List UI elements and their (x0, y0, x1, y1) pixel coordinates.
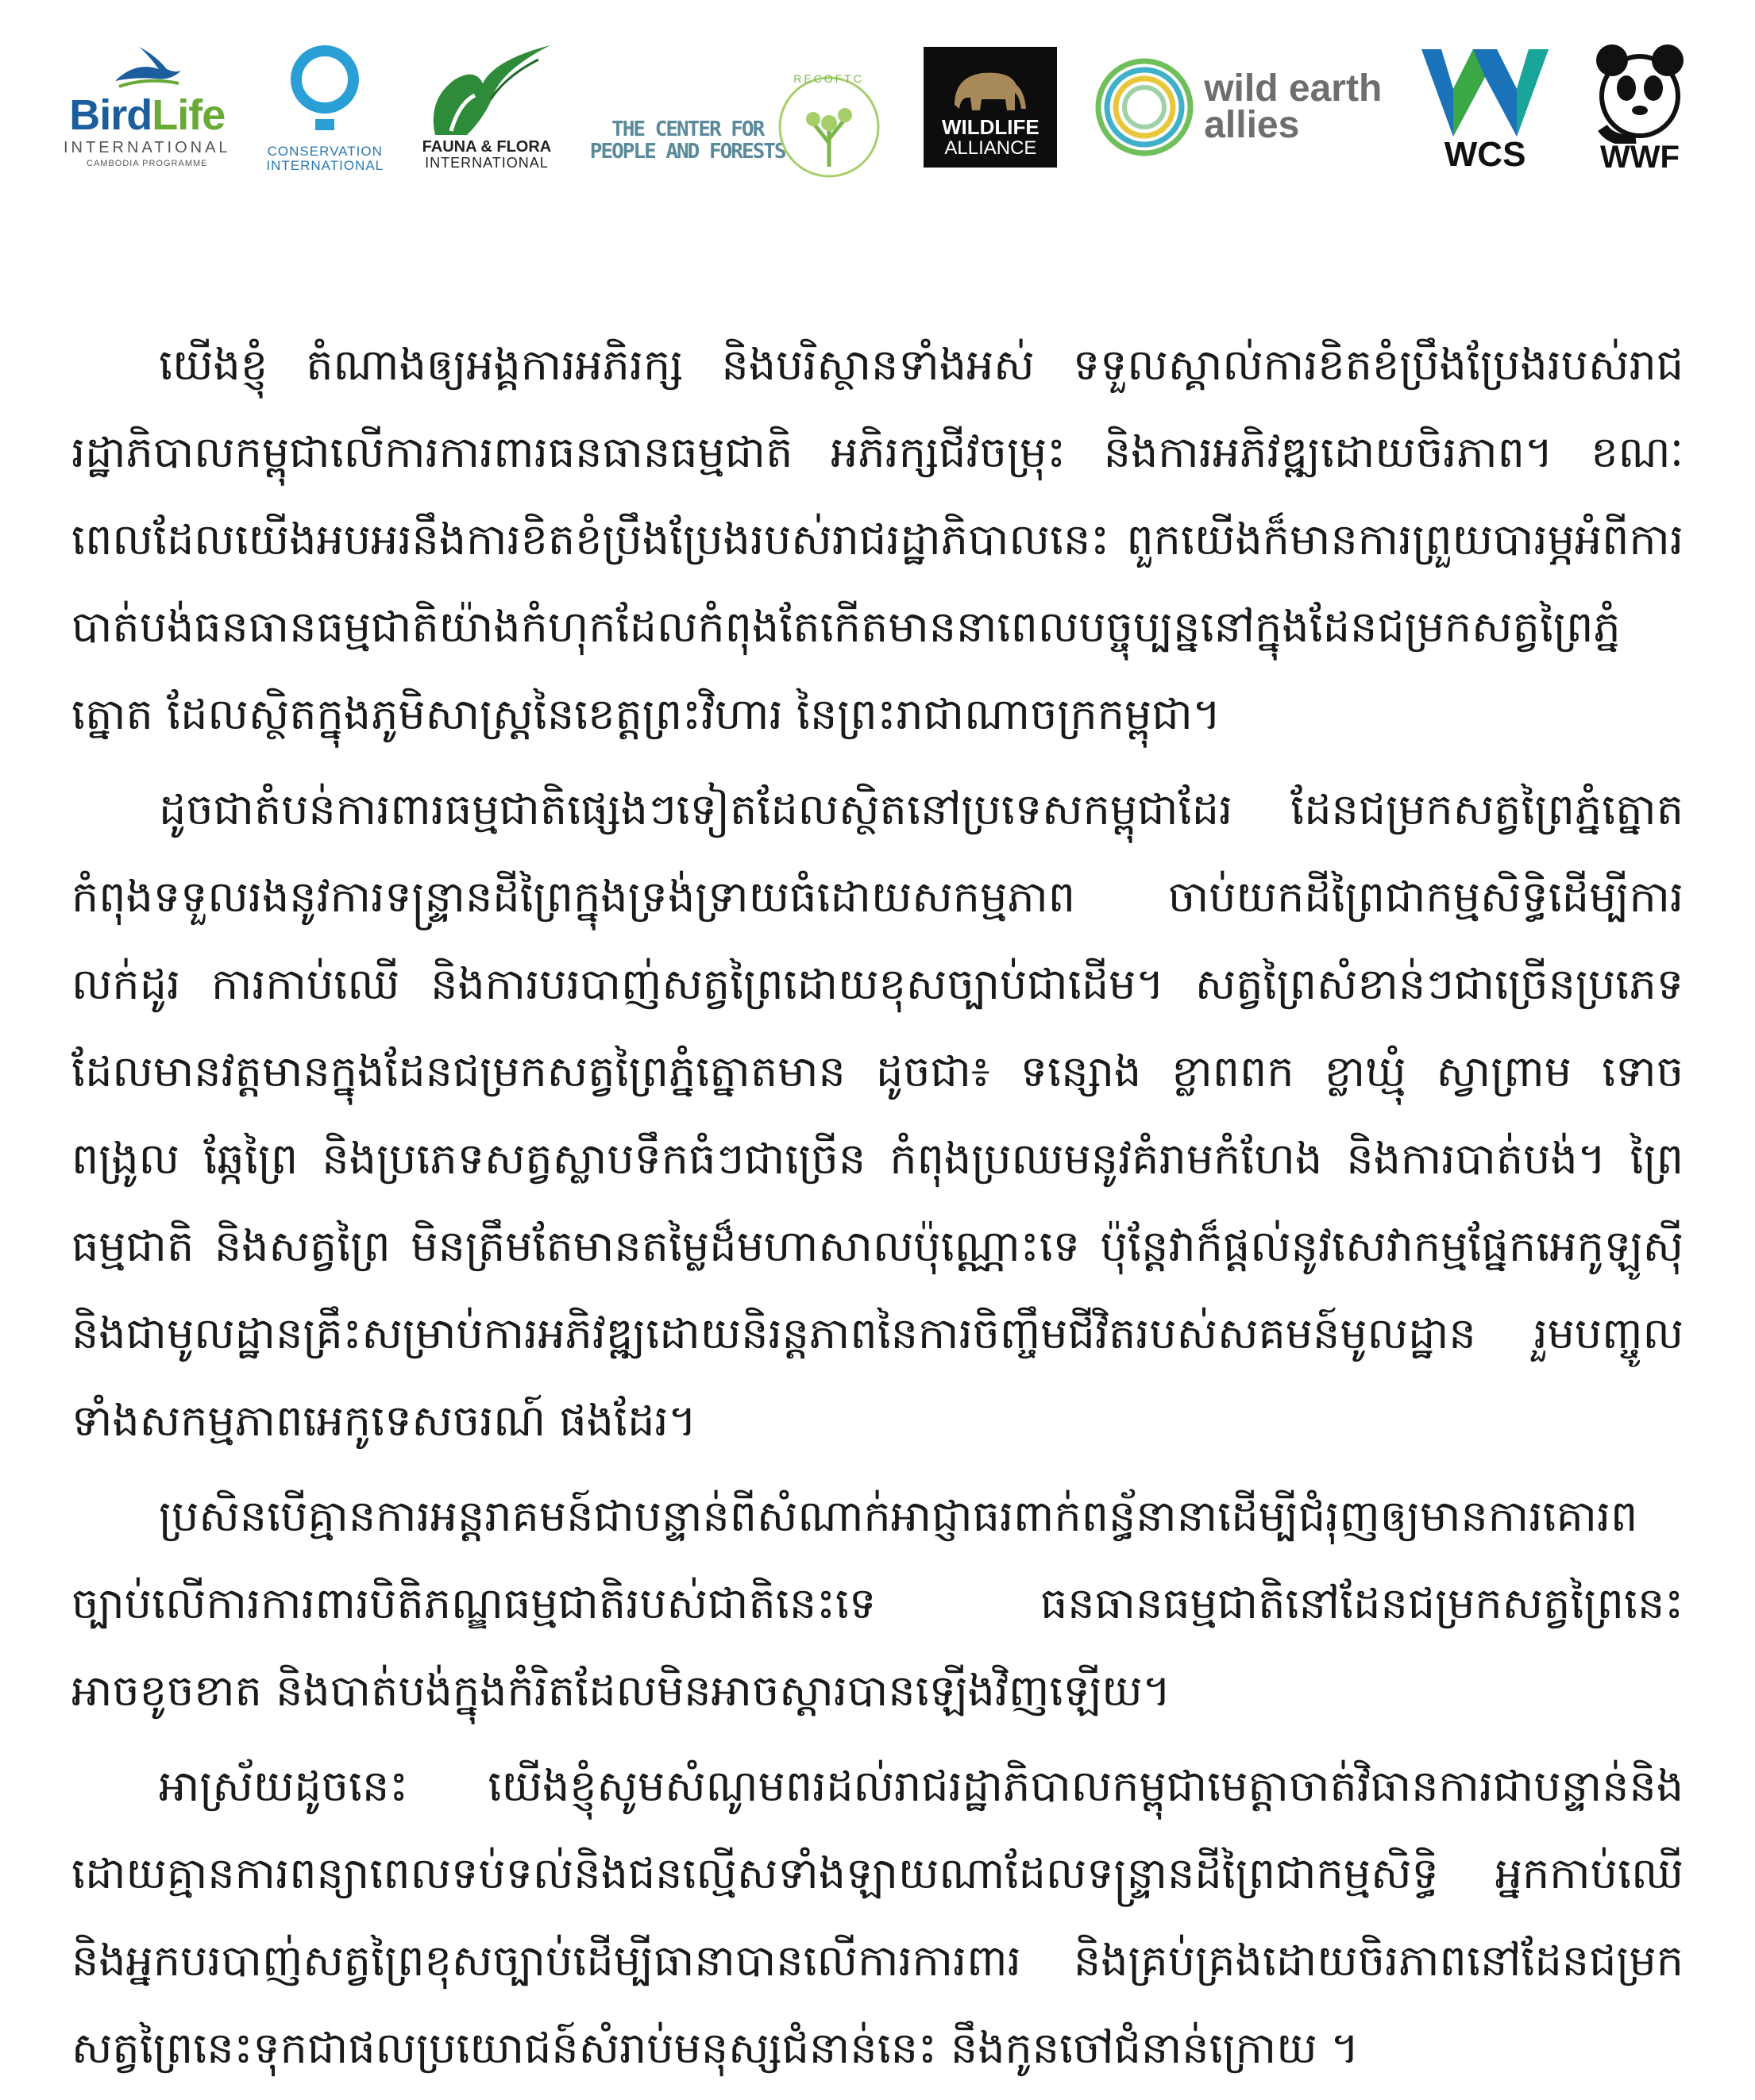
wild-earth-allies-line1: wild earth (1204, 67, 1383, 110)
recoftc-sub2: PEOPLE AND FORESTS (589, 139, 785, 164)
wcs-logo (1418, 28, 1552, 187)
birdlife-logo (64, 28, 231, 187)
birdlife-name-a: Bird (69, 91, 152, 140)
tree-ring-icon (770, 67, 889, 187)
fauna-flora-logo (419, 28, 554, 187)
paragraph-2: ដូចជាតំបន់ការពារធម្មជាតិផ្សេងៗទៀតដែលស្ថិតនៅប្រទេសកម្ពុជាដែរ ដែនជម្រកសត្វព្រៃភ្នំត្នោតកំពុងទទួលរងនូវការទន្ទ្រានដីព្រៃក្នុងទ្រង់ទ្រាយធំដោយសកម្មភាព ចាប់យកដីព្រៃជាកម្មសិទ្ធិដើម្បីការលក់ដូរ ការកាប់ឈើ និងការបរបាញ់សត្វព្រៃដោយខុសច្បាប់ជាដើម។ សត្វព្រៃសំខាន់ៗជាច្រើនប្រភេទ ដែលមានវត្តមានក្នុងដែនជម្រកសត្វព្រៃភ្នំត្នោតមាន ដូចជា៖ ទន្សោង ខ្លាពពក ខ្លាឃ្មុំ ស្វាព្រាម ទោច ពង្រូល ឆ្កែព្រៃ និងប្រភេទសត្វស្លាបទឹកធំៗជាច្រើន កំពុងប្រឈមនូវគំរាមកំហែង និងការបាត់បង់។ ព្រៃធម្មជាតិ និងសត្វព្រៃ មិនត្រឹមតែមានតម្លៃដ៏មហាសាលប៉ុណ្ណោះទេ ប៉ុន្តែវាក៏ផ្តល់នូវសេវាកម្មផ្នែកអេកូឡូស៊ី និងជាមូលដ្ឋានគ្រឹះសម្រាប់ការអភិវឌ្ឍដោយនិរន្តភាពនៃការចិញ្ចឹមជីវិតរបស់សគមន៍មូលដ្ឋាន រួមបញ្ចូលទាំងសកម្មភាពអេកូទេសចរណ៍ ផងដែរ។ (71, 784, 1684, 1446)
wildlife-alliance-sub1: WILDLIFE (942, 114, 1040, 139)
wild-earth-allies-logo (1093, 28, 1382, 187)
partner-logo-strip (64, 24, 1691, 191)
bird-icon (111, 45, 183, 93)
conservation-international-logo (266, 28, 384, 187)
birdlife-name-b: Life (152, 91, 226, 140)
wwf-text: WWF (1599, 140, 1680, 175)
wild-earth-allies-line2: allies (1204, 104, 1300, 146)
recoftc-sub1: THE CENTER FOR (611, 118, 764, 142)
ci-ring-icon (285, 41, 364, 144)
paragraph-1: យើងខ្ញុំ តំណាងឲ្យអង្គការអភិរក្ស និងបរិស្ថានទាំងអស់ ទទួលស្គាល់ការខិតខំប្រឹងប្រែងរបស់រាជរដ្ឋាភិបាលកម្ពុជាលើការការពារធនធានធម្មជាតិ អភិរក្សជីវចម្រុះ និងការអភិវឌ្ឍដោយចិរភាព។ ខណៈពេលដែលយើងអបអរនឹងការខិតខំប្រឹងប្រែងរបស់រាជរដ្ឋាភិបាលនេះ ពួកយើងក៏មានការព្រួយបារម្ភអំពីការបាត់បង់ធនធានធម្មជាតិយ៉ាងកំហុកដែលកំពុងតែកើតមាននាពេលបច្ចុប្បន្ននៅក្នុងដែនជម្រកសត្វព្រៃភ្នំត្នោត ដែលស្ថិតក្នុងភូមិសាស្ត្រនៃខេត្តព្រះវិហារ នៃព្រះរាជាណាចក្រកម្ពុជា។ (71, 340, 1684, 739)
wcs-w-icon (1418, 41, 1552, 144)
elephant-icon (947, 61, 1034, 117)
paragraph-3: ប្រសិនបើគ្មានការអន្តរាគមន៍ជាបន្ទាន់ពីសំណាក់អាជ្ញាធរពាក់ពន្ធ័នានាដើម្បីជំរុញឲ្យមានការគោរពច្បាប់លើការការពារបិតិភណ្ឌធម្មជាតិរបស់ជាតិនេះទេ ធនធានធម្មជាតិនៅដែនជម្រកសត្វព្រៃនេះ អាចខូចខាត និងបាត់បង់ក្នុងកំរិតដែលមិនអាចស្តារបានឡើងវិញឡើយ។ (71, 1491, 1684, 1716)
wildlife-alliance-sub2: ALLIANCE (944, 137, 1037, 159)
statement-body (71, 322, 1684, 2100)
ffi-sub2: INTERNATIONAL (425, 155, 549, 171)
recoftc-ring-text: RECOFTC (793, 72, 864, 85)
recoftc-emblem (770, 67, 889, 187)
concentric-rings-icon (1093, 56, 1196, 159)
recoftc-logo (590, 28, 889, 187)
birdlife-sub1: INTERNATIONAL (64, 139, 231, 157)
ffi-sub1: FAUNA & FLORA (422, 138, 552, 156)
wildlife-alliance-logo (924, 28, 1057, 187)
oryx-icon (419, 44, 554, 139)
ci-sub1: CONSERVATION (267, 144, 383, 160)
paragraph-4: អាស្រ័យដូចនេះ យើងខ្ញុំសូមសំណូមពរដល់រាជរដ្ឋាភិបាលកម្ពុជាមេត្តាចាត់វិធានការជាបន្ទាន់និងដោយគ្មានការពន្យាពេលទប់ទល់និងជនល្មើសទាំងឡាយណាដែលទន្ទ្រានដីព្រៃជាកម្មសិទ្ធិ អ្នកកាប់ឈើ និងអ្នកបរបាញ់សត្វព្រៃខុសច្បាប់ដើម្បីធានាបានលើការការពារ និងគ្រប់គ្រងដោយចិរភាពនៅដែនជម្រកសត្វព្រៃនេះទុកជាផលប្រយោជន៍សំរាប់មនុស្សជំនាន់នេះ នឹងកូនចៅជំនាន់ក្រោយ ។ (71, 1761, 1684, 2073)
wcs-text: WCS (1444, 134, 1526, 174)
panda-icon (1588, 40, 1691, 144)
birdlife-sub2: CAMBODIA PROGRAMME (87, 159, 208, 169)
ci-sub2: INTERNATIONAL (266, 158, 384, 173)
wwf-logo (1588, 28, 1691, 187)
